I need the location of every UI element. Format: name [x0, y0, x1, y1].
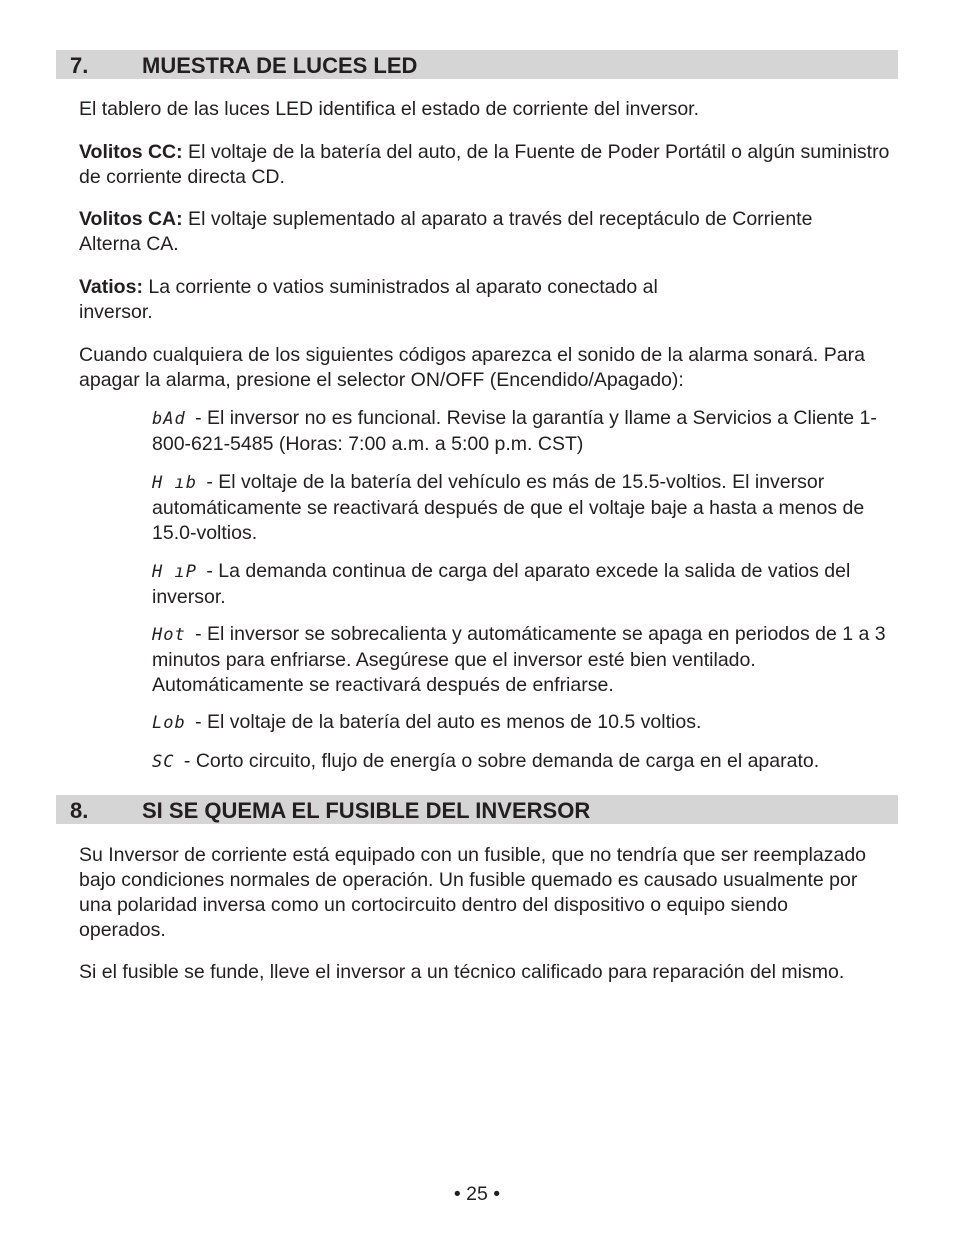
definition-term: Volitos CA:: [79, 208, 183, 230]
led-code: bAd: [152, 409, 186, 429]
section-7-title: MUESTRA DE LUCES LED: [142, 53, 418, 78]
definition-term: Volitos CC:: [79, 141, 183, 163]
definition-text: El voltaje suplementado al aparato a través del receptáculo de Corriente Alterna CA.: [79, 208, 813, 255]
section-7-intro: El tablero de las luces LED identifica el estado de corriente del inversor.: [79, 98, 700, 120]
alarm-intro: Cuando cualquiera de los siguientes códigos aparezca el sonido de la alarma sonará. Para apagar la alarma, presione el selector ON/OFF (Encendido/Apagado):: [79, 344, 865, 391]
section-7-header: [56, 50, 898, 79]
code-description: - El inversor se sobrecalienta y automáticamente se apaga en periodos de 1 a 3 minutos para enfriarse. Asegúrese que el inversor esté bien ventilado. Automáticamente se reactivará después de enfriarse.: [152, 623, 886, 696]
definition-volitos-ca: [79, 207, 819, 257]
definition-term: Vatios:: [79, 276, 143, 298]
code-description: - Corto circuito, flujo de energía o sobre demanda de carga en el aparato.: [183, 750, 820, 772]
definition-volitos-cc: [79, 140, 894, 190]
code-item-lob: [152, 710, 902, 736]
code-item-hot: [152, 622, 902, 698]
section-8-paragraph-2: Si el fusible se funde, lleve el inversor a un técnico calificado para reparación del mismo.: [79, 961, 845, 983]
section-8-title: SI SE QUEMA EL FUSIBLE DEL INVERSOR: [142, 798, 591, 823]
led-code: H ıb: [152, 473, 197, 493]
definition-text-continued: inversor.: [79, 301, 153, 323]
section-7-number: 7.: [70, 53, 89, 78]
led-code: Hot: [152, 625, 186, 645]
led-code: SC: [152, 752, 175, 772]
code-item-bad: [152, 406, 902, 457]
definition-text: El voltaje de la batería del auto, de la Fuente de Poder Portátil o algún suministro de corriente directa CD.: [79, 141, 890, 188]
code-description: - El inversor no es funcional. Revise la garantía y llame a Servicios a Cliente 1-800-621-5485 (Horas: 7:00 a.m. a 5:00 p.m. CST): [152, 407, 877, 455]
led-code: H ıP: [152, 562, 197, 582]
section-8-paragraph-1: Su Inversor de corriente está equipado con un fusible, que no tendría que ser reemplazado bajo condiciones normales de operación. Un fusible quemado es causado usualmente por una polaridad inversa como un cortocircuito dentro del dispositivo o equipo siendo operados.: [79, 844, 867, 941]
definition-text: La corriente o vatios suministrados al aparato conectado al: [142, 276, 658, 298]
code-item-sc: [152, 749, 902, 775]
section-8-number: 8.: [70, 798, 89, 823]
code-description: - La demanda continua de carga del aparato excede la salida de vatios del inversor.: [152, 560, 851, 608]
led-code: Lob: [152, 713, 186, 733]
code-description: - El voltaje de la batería del vehículo es más de 15.5-voltios. El inversor automáticamente se reactivará después de que el voltaje baje a hasta a menos de 15.0-voltios.: [152, 471, 865, 544]
code-item-hib: [152, 470, 902, 546]
definition-vatios: [79, 275, 899, 325]
code-item-hip: [152, 559, 902, 610]
page-number: • 25 •: [453, 1183, 501, 1205]
code-description: - El voltaje de la batería del auto es menos de 10.5 voltios.: [195, 711, 702, 733]
section-8-header: [56, 795, 898, 824]
